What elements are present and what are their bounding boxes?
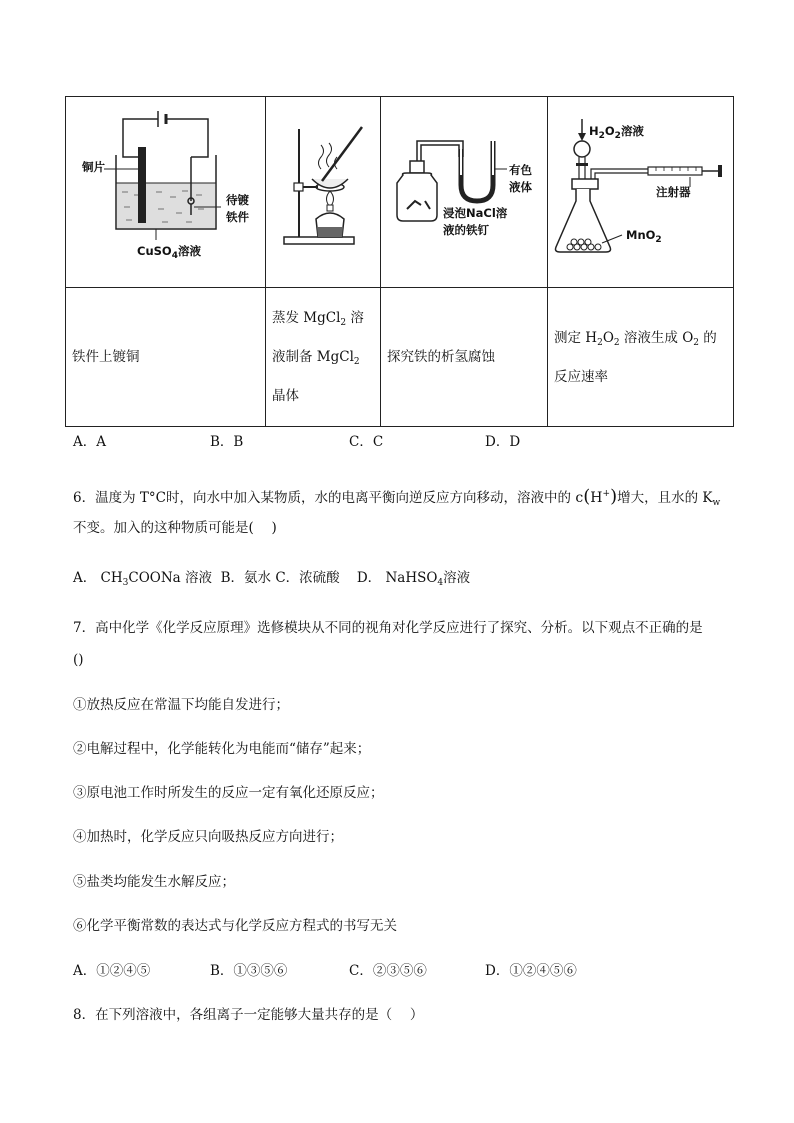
q7-stem-line1: 7．高中化学《化学反应原理》选修模块从不同的视角对化学反应进行了探究、分析。以下观点不正确的是 xyxy=(73,620,703,636)
q5-options xyxy=(73,432,723,452)
description-a: 铁件上镀铜 xyxy=(66,288,266,427)
q5-option-b[interactable]: B．B xyxy=(210,434,244,450)
q7-statement-6: ⑥化学平衡常数的表达式与化学反应方程式的书写无关 xyxy=(73,918,397,934)
figure-cell-reaction-rate xyxy=(548,97,734,288)
q6-stem-line2: 不变。加入的这种物质可能是( ) xyxy=(73,520,277,536)
figure-cell-corrosion xyxy=(381,97,548,288)
q6-stem-line1: 6．温度为 T°C时，向水中加入某物质，水的电离平衡向逆反应方向移动，溶液中的 c(H+)增大，且水的 $K_w$ xyxy=(73,486,721,508)
plated-label-line2: 铁件 xyxy=(226,210,249,224)
q7-option-b[interactable]: B．①③⑤⑥ xyxy=(210,963,288,979)
colored-liquid-label-line1: 有色 xyxy=(509,163,532,177)
q6-option-d[interactable]: D． NaHSO$_4$溶液 xyxy=(356,570,471,588)
q6-option-b[interactable]: B．氨水 xyxy=(220,570,272,586)
experiment-table xyxy=(65,96,734,427)
q5-option-d[interactable]: D．D xyxy=(485,434,521,450)
copper-label: 铜片 xyxy=(82,160,105,174)
q5-option-c[interactable]: C．C xyxy=(349,434,384,450)
q7-options xyxy=(73,961,723,981)
q7-statement-3: ③原电池工作时所发生的反应一定有氧化还原反应； xyxy=(73,785,384,801)
figure-cell-electroplating xyxy=(66,97,266,288)
evaporation-apparatus-figure xyxy=(266,97,380,287)
cuso4-label: CuSO$_4$溶液 xyxy=(137,244,201,261)
figure-cell-evaporation xyxy=(266,97,381,288)
plated-label-line1: 待镀 xyxy=(226,193,249,207)
q7-option-a[interactable]: A．①②④⑤ xyxy=(73,963,151,979)
q7-statement-5: ⑤盐类均能发生水解反应； xyxy=(73,874,235,890)
colored-liquid-label-line2: 液体 xyxy=(509,180,532,194)
description-b: 蒸发 MgCl$_2$ 溶 液制备 MgCl$_2$ 晶体 xyxy=(266,288,381,427)
q7-statement-1: ①放热反应在常温下均能自发进行； xyxy=(73,697,289,713)
h2o2-label: $H_2O_2$溶液 xyxy=(589,124,644,141)
q8-stem: 8．在下列溶液中，各组离子一定能够大量共存的是（ ） xyxy=(73,1007,424,1023)
q7-option-c[interactable]: C．②③⑤⑥ xyxy=(349,963,427,979)
description-c: 探究铁的析氢腐蚀 xyxy=(381,288,548,427)
q6-options xyxy=(73,568,470,593)
q5-option-a[interactable]: A．A xyxy=(73,434,106,450)
description-d: 测定 $H_2O_2$ 溶液生成 $O_2$ 的 反应速率 xyxy=(548,288,734,427)
nail-label-line1: 浸泡NaCl溶 xyxy=(443,206,508,220)
q7-option-d[interactable]: D．①②④⑤⑥ xyxy=(485,963,577,979)
mno2-label: MnO$_2$ xyxy=(626,228,662,245)
nail-label-line2: 液的铁钉 xyxy=(443,223,489,237)
q6-option-a[interactable]: A． $CH_3COONa$ 溶液 xyxy=(73,570,213,588)
q7-statement-2: ②电解过程中，化学能转化为电能而“储存”起来； xyxy=(73,741,371,757)
q7-stem-line2: () xyxy=(73,652,84,668)
q6-option-c[interactable]: C．浓硫酸 xyxy=(275,570,340,586)
syringe-label: 注射器 xyxy=(656,185,691,199)
q7-statement-4: ④加热时，化学反应只向吸热反应方向进行； xyxy=(73,829,343,845)
